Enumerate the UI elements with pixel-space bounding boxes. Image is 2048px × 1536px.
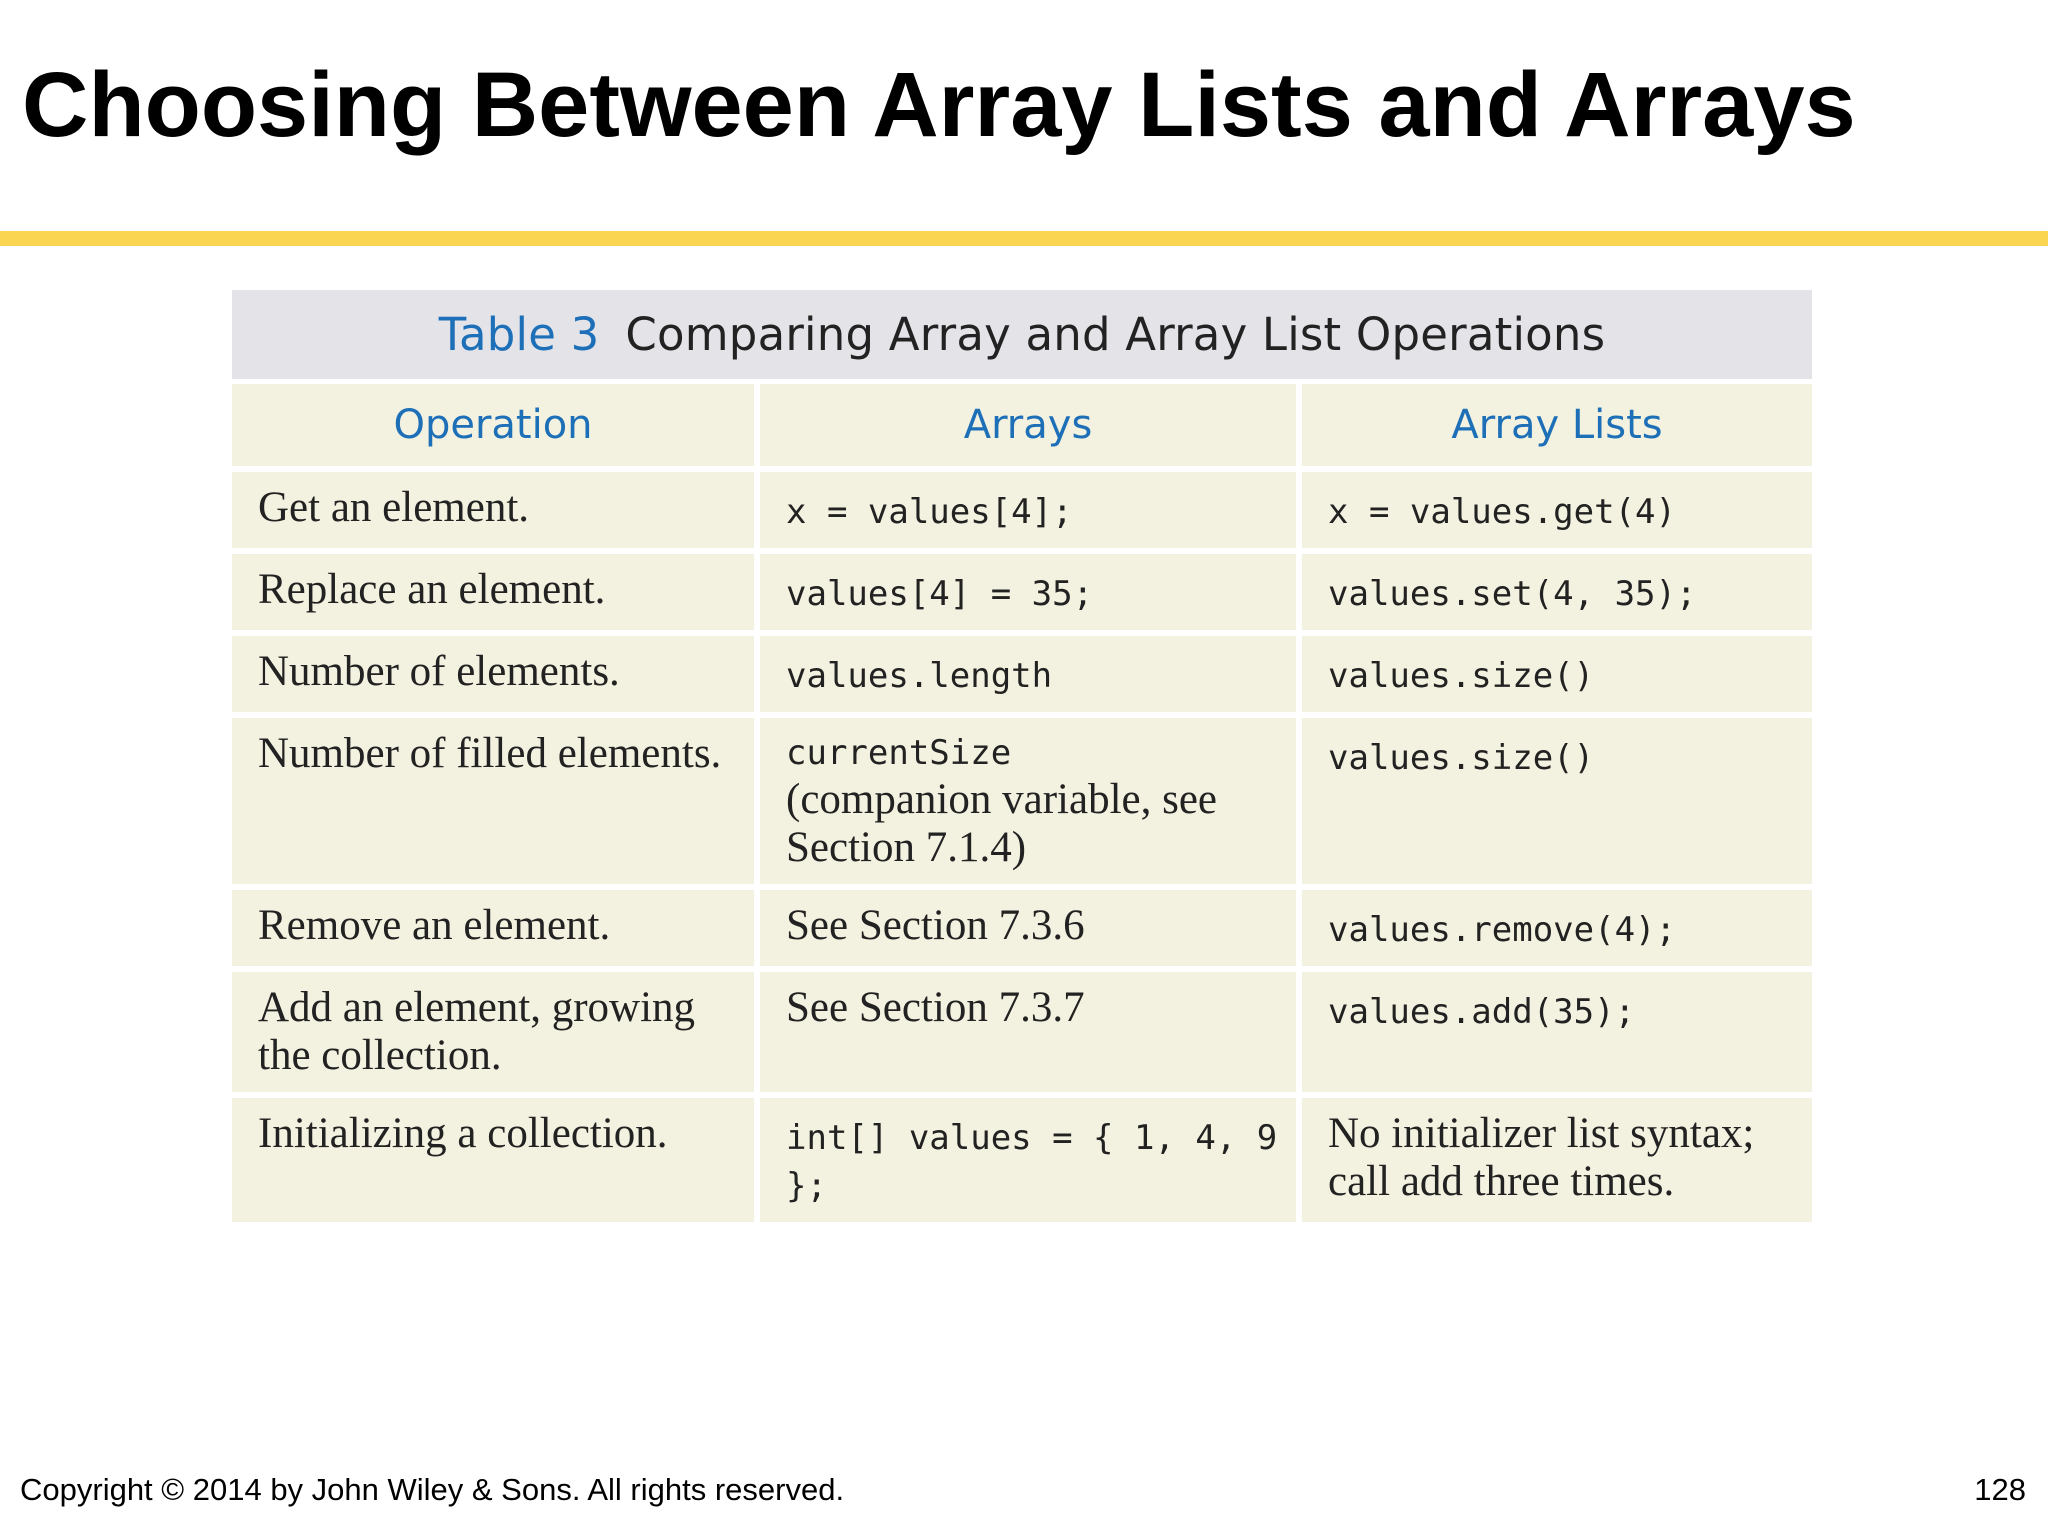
cell-arrays (760, 718, 1302, 890)
cell-arrays: See Section 7.3.7 (760, 972, 1302, 1098)
cell-operation: Initializing a collection. (232, 1098, 760, 1228)
table-row (232, 554, 1812, 636)
table-caption-number: Table 3 (438, 308, 600, 361)
cell-operation: Get an element. (232, 472, 760, 554)
page-number: 128 (1974, 1472, 2026, 1507)
cell-arrays: values[4] = 35; (760, 554, 1302, 636)
copyright-notice: Copyright © 2014 by John Wiley & Sons. All rights reserved. (20, 1472, 845, 1507)
cell-operation: Replace an element. (232, 554, 760, 636)
cell-arrays: See Section 7.3.6 (760, 890, 1302, 972)
cell-arrays-note: (companion variable, see Section 7.1.4) (786, 776, 1218, 871)
cell-array-lists: values.set(4, 35); (1302, 554, 1812, 636)
cell-array-lists: values.size() (1302, 718, 1812, 890)
cell-arrays: values.length (760, 636, 1302, 718)
cell-operation: Remove an element. (232, 890, 760, 972)
cell-operation: Number of filled elements. (232, 718, 760, 890)
cell-array-lists: values.add(35); (1302, 972, 1812, 1098)
accent-divider (0, 231, 2048, 246)
table-row (232, 636, 1812, 718)
slide-title: Choosing Between Array Lists and Arrays (22, 54, 1856, 156)
table-caption (232, 290, 1812, 379)
cell-array-lists: values.size() (1302, 636, 1812, 718)
comparison-table (232, 290, 1812, 1228)
table-header-row (232, 384, 1812, 472)
header-arrays: Arrays (760, 384, 1302, 472)
table-row (232, 890, 1812, 972)
table-row (232, 1098, 1812, 1228)
cell-array-lists: No initializer list syntax; call add three times. (1302, 1098, 1812, 1228)
table-row (232, 718, 1812, 890)
cell-arrays-code: currentSize (786, 733, 1012, 773)
cell-arrays: int[] values = { 1, 4, 9 }; (760, 1098, 1302, 1228)
header-operation: Operation (232, 384, 760, 472)
table-row (232, 972, 1812, 1098)
table-caption-title: Comparing Array and Array List Operations (625, 308, 1606, 361)
cell-operation: Add an element, growing the collection. (232, 972, 760, 1098)
cell-array-lists: values.remove(4); (1302, 890, 1812, 972)
cell-operation: Number of elements. (232, 636, 760, 718)
header-array-lists: Array Lists (1302, 384, 1812, 472)
operations-table (232, 384, 1812, 1228)
cell-arrays: x = values[4]; (760, 472, 1302, 554)
cell-array-lists: x = values.get(4) (1302, 472, 1812, 554)
table-row (232, 472, 1812, 554)
